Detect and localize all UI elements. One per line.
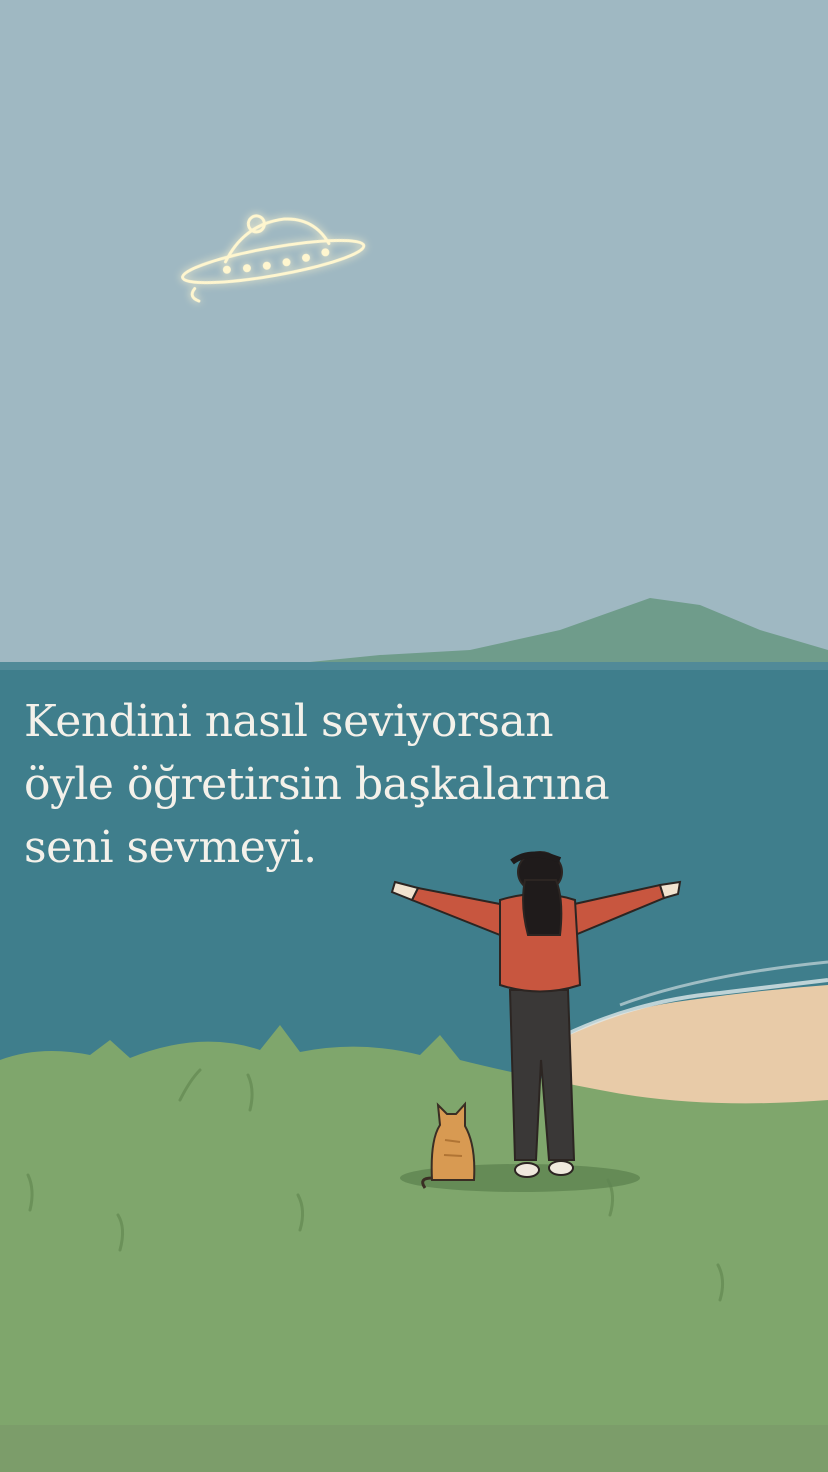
quote-text — [24, 690, 744, 879]
quote-line-2: öyle öğretirsin başkalarına — [24, 759, 610, 810]
sky — [0, 0, 828, 670]
quote-line-3: seni sevmeyi. — [24, 822, 317, 873]
quote-line-1: Kendini nasıl seviyorsan — [24, 696, 554, 747]
